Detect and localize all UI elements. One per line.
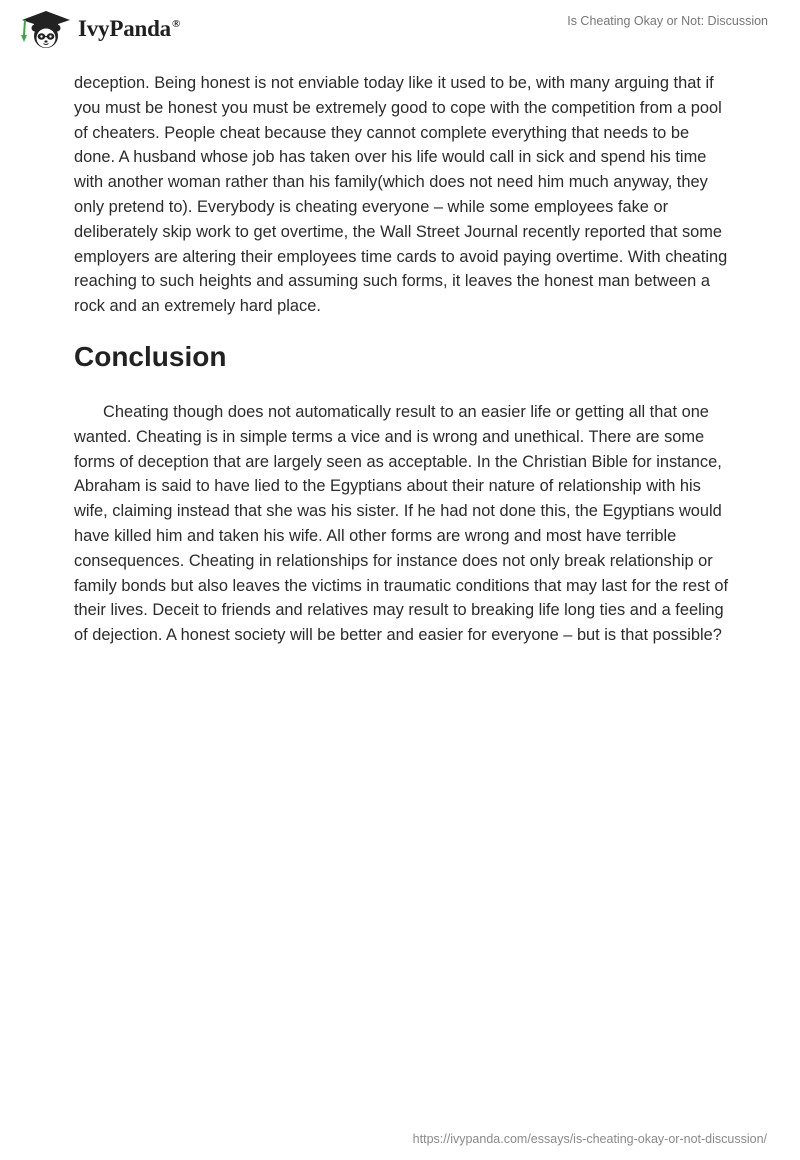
page-header (0, 0, 800, 64)
brand-name (78, 16, 180, 42)
body-paragraph: deception. Being honest is not enviable today like it used to be, with many arguing that if you must be honest you must be extremely good to cope with the competition from a pool of cheaters. People cheat because they cannot complete everything that needs to be done. A husband whose job has taken over his life would call in sick and spend his time with another woman rather than his family(which does not need him much anyway, they only pretend to). Everybody is cheating everyone – while some employees fake or deliberately skip work to get overtime, the Wall Street Journal recently reported that some employers are altering their employees time cards to avoid paying overtime. With cheating reaching to such heights and assuming such forms, it leaves the honest man between a rock and an extremely hard place. (74, 74, 728, 316)
document-title: Is Cheating Okay or Not: Discussion (567, 14, 768, 28)
registered-mark: ® (171, 18, 181, 31)
ivypanda-logo[interactable] (16, 8, 180, 50)
conclusion-paragraph: Cheating though does not automatically result to an easier life or getting all that one wanted. Cheating is in simple terms a vice and is wrong and unethical. There are some forms of deception that are largely seen as acceptable. In the Christian Bible for instance, Abraham is said to have lied to the Egyptians about their nature of relationship with his wife, claiming instead that she was his sister. If he had not done this, the Egyptians would have killed him and taken his wife. All other forms are wrong and most have terrible consequences. Cheating in relationships for instance does not only break relationship or family bonds but also leaves the victims in traumatic conditions that may last for the rest of their lives. Deceit to friends and relatives may result to breaking life long ties and a feeling of dejection. A honest society will be better and easier for everyone – but is that possible? (74, 402, 729, 645)
section-heading: Conclusion (74, 340, 227, 372)
panda-graduate-icon (16, 8, 76, 50)
source-url[interactable]: https://ivypanda.com/essays/is-cheating-okay-or-not-discussion/ (412, 1132, 767, 1146)
essay-content (74, 71, 734, 648)
brand-name-text: IvyPanda (78, 16, 171, 41)
